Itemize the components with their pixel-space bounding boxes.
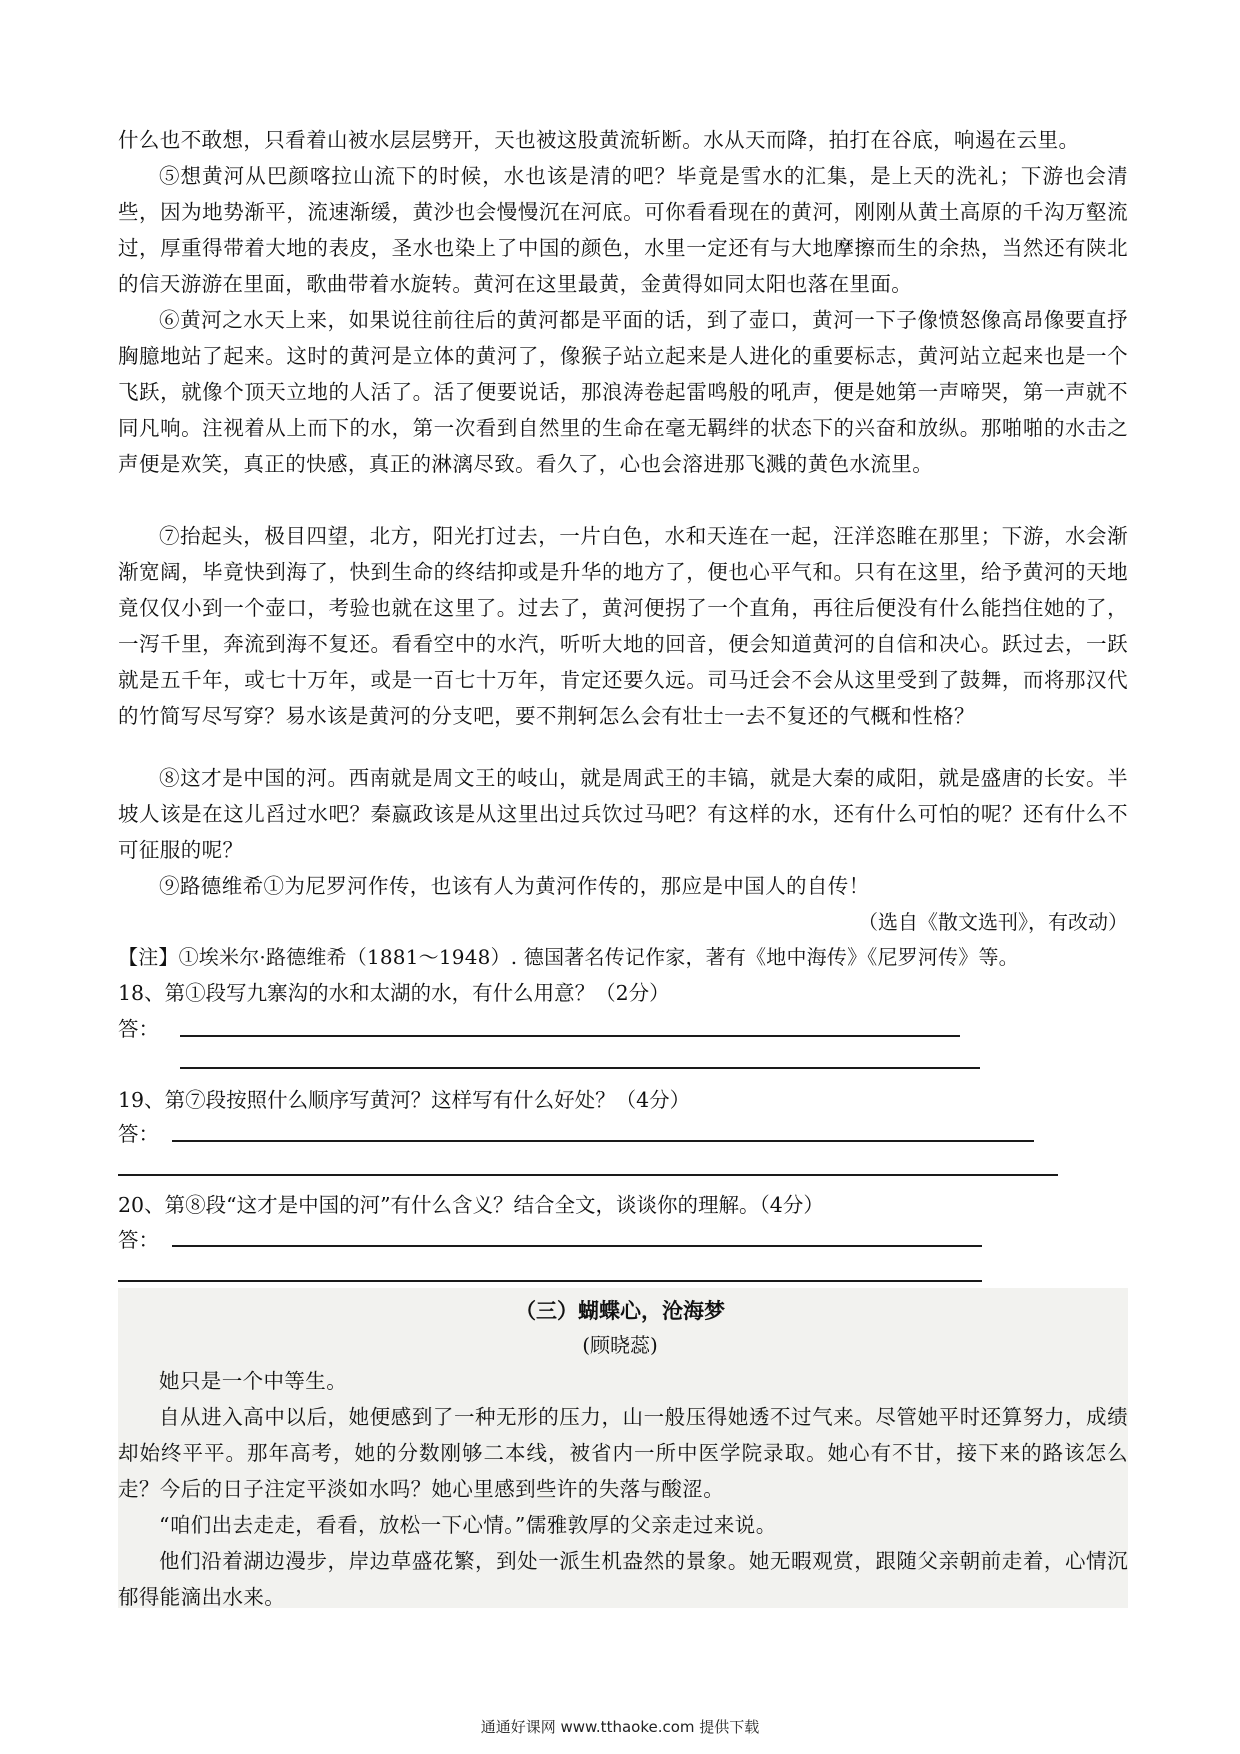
question-19: 19、第⑦段按照什么顺序写黄河？这样写有什么好处？（4分） [118, 1088, 691, 1112]
answer-line-18a[interactable] [180, 1035, 960, 1037]
answer-line-20b[interactable] [118, 1280, 982, 1282]
paragraph-8: ⑧这才是中国的河。西南就是周文王的岐山，就是周武王的丰镐，就是大秦的咸阳，就是盛唐的长安。半坡人该是在这儿舀过水吧？秦嬴政该是从这里出过兵饮过马吧？有这样的水，还有什么可怕的呢？还有什么不可征服的呢？ [118, 766, 1128, 862]
paragraph-7: ⑦抬起头，极目四望，北方，阳光打过去，一片白色，水和天连在一起，汪洋恣睢在那里；下游，水会渐渐宽阔，毕竟快到海了，快到生命的终结抑或是升华的地方了，便也心平气和。只有在这里，给予黄河的天地竟仅仅小到一个壶口，考验也就在这里了。过去了，黄河便拐了一个直角，再往后便没有什么能挡住她的了，一泻千里，奔流到海不复还。看看空中的水汽，听听大地的回音，便会知道黄河的自信和决心。跃过去，一跃就是五千年，或七十万年，或是一百七十万年，肯定还要久远。司马迁会不会从这里受到了鼓舞，而将那汉代的竹简写尽写穿？易水该是黄河的分支吧，要不荆轲怎么会有壮士一去不复还的气概和性格？ [118, 524, 1128, 728]
paragraph-4-tail: 什么也不敢想，只看着山被水层层劈开，天也被这股黄流斩断。水从天而降，拍打在谷底，响遏在云里。 [118, 128, 1080, 152]
answer-label-20: 答： [118, 1228, 159, 1252]
answer-line-18b[interactable] [180, 1067, 980, 1069]
answer-label-19: 答： [118, 1122, 159, 1146]
answer-line-19a[interactable] [172, 1140, 1034, 1142]
footnote: 【注】①埃米尔·路德维希（1881～1948）. 德国著名传记作家，著有《地中海传》《尼罗河传》等。 [118, 945, 1019, 969]
section-3-author: (顾晓蕊) [582, 1333, 658, 1357]
paragraph-5: ⑤想黄河从巴颜喀拉山流下的时候，水也该是清的吧？毕竟是雪水的汇集，是上天的洗礼；下游也会清些，因为地势渐平，流速渐缓，黄沙也会慢慢沉在河底。可你看看现在的黄河，刚刚从黄土高原的千沟万壑流过，厚重得带着大地的表皮，圣水也染上了中国的颜色，水里一定还有与大地摩擦而生的余热，当然还有陕北的信天游游在里面，歌曲带着水旋转。黄河在这里最黄，金黄得如同太阳也落在里面。 [118, 164, 1128, 296]
page-footer: 通通好课网 www.tthaoke.com 提供下载 [480, 1718, 760, 1736]
paragraph-9: ⑨路德维希①为尼罗河作传，也该有人为黄河作传的，那应是中国人的自传！ [159, 874, 870, 898]
section-3-paragraph-2: 自从进入高中以后，她便感到了一种无形的压力，山一般压得她透不过气来。尽管她平时还算努力，成绩却始终平平。那年高考，她的分数刚够二本线，被省内一所中医学院录取。她心有不甘，接下来的路该怎么走？今后的日子注定平淡如水吗？她心里感到些许的失落与酸涩。 [118, 1405, 1128, 1501]
section-3-paragraph-3: “咱们出去走走，看看，放松一下心情。”儒雅敦厚的父亲走过来说。 [159, 1513, 777, 1537]
answer-line-20a[interactable] [172, 1245, 982, 1247]
question-20: 20、第⑧段“这才是中国的河”有什么含义？结合全文，谈谈你的理解。（4分） [118, 1193, 824, 1217]
source-citation: （选自《散文选刊》，有改动） [858, 910, 1128, 934]
paragraph-6: ⑥黄河之水天上来，如果说往前往后的黄河都是平面的话，到了壶口，黄河一下子像愤怒像高昂像要直抒胸臆地站了起来。这时的黄河是立体的黄河了，像猴子站立起来是人进化的重要标志，黄河站立起来也是一个飞跃，就像个顶天立地的人活了。活了便要说话，那浪涛卷起雷鸣般的吼声，便是她第一声啼哭，第一声就不同凡响。注视着从上而下的水，第一次看到自然里的生命在毫无羁绊的状态下的兴奋和放纵。那啪啪的水击之声便是欢笑，真正的快感，真正的淋漓尽致。看久了，心也会溶进那飞溅的黄色水流里。 [118, 308, 1128, 476]
section-3-paragraph-4: 他们沿着湖边漫步，岸边草盛花繁，到处一派生机盎然的景象。她无暇观赏，跟随父亲朝前走着，心情沉郁得能滴出水来。 [118, 1549, 1128, 1609]
section-3-title: （三）蝴蝶心，沧海梦 [515, 1298, 725, 1323]
answer-line-19b[interactable] [118, 1174, 1058, 1176]
question-18: 18、第①段写九寨沟的水和太湖的水，有什么用意？（2分） [118, 981, 670, 1005]
answer-label-18: 答： [118, 1017, 159, 1041]
section-3-paragraph-1: 她只是一个中等生。 [159, 1369, 348, 1393]
